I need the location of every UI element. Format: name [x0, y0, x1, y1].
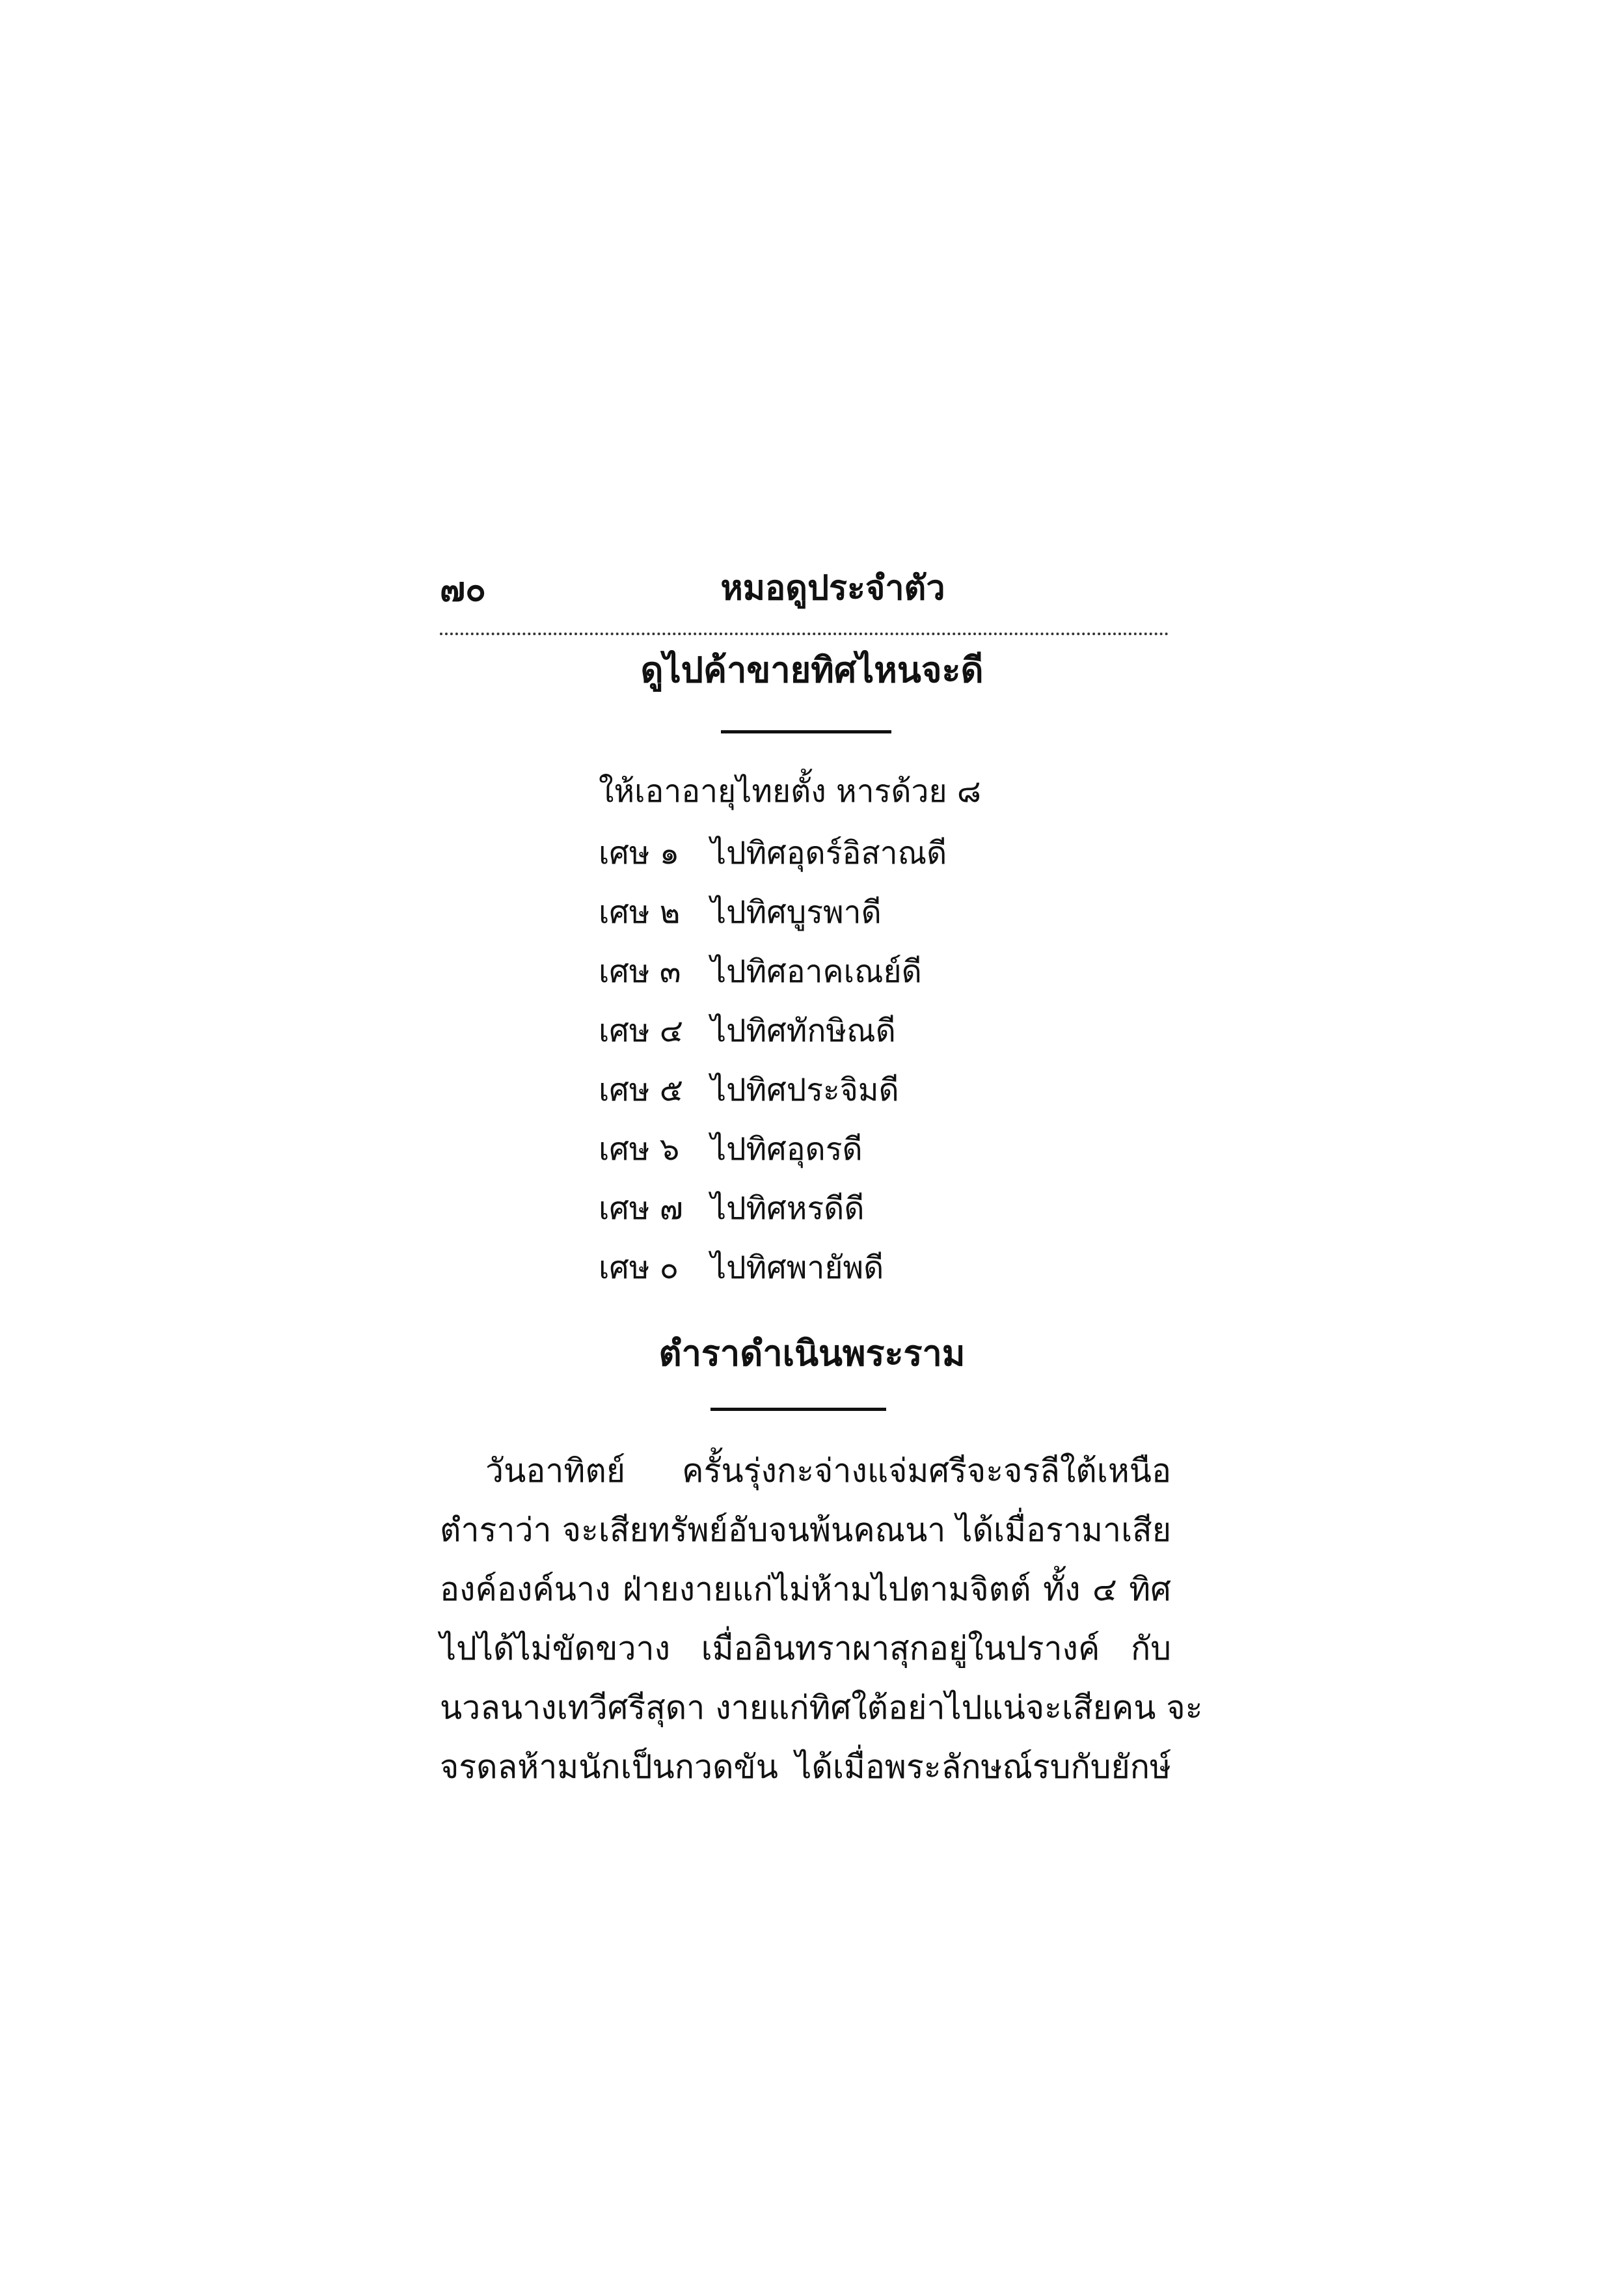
section-heading-trade-direction: ดูไปค้าขายทิศไหนจะดี: [640, 649, 984, 690]
remainder-label: เศษ ๕: [599, 1072, 684, 1108]
running-title: หมอดูประจำตัว: [720, 568, 945, 608]
list-item: [599, 1192, 947, 1251]
heading-underline: [710, 1408, 886, 1411]
paragraph-line: ตำราว่า จะเสียทรัพย์อับจนพ้นคณนา ได้เมื่อรามาเสีย: [440, 1511, 1171, 1549]
paragraph-line: จรดลห้ามนักเป็นกวดขัน ได้เมื่อพระลักษณ์รบกับยักษ์: [440, 1748, 1171, 1786]
paragraph-line: วันอาทิตย์ ครั้นรุ่งกะจ่างแจ่มศรีจะจรลีใต้เหนือ: [485, 1452, 1171, 1490]
list-item: [599, 1073, 947, 1132]
list-item: [599, 1251, 947, 1310]
paragraph-line: ไปได้ไม่ขัดขวาง เมื่ออินทราผาสุกอยู่ในปรางค์ กับ: [440, 1630, 1171, 1667]
list-item: [599, 895, 947, 955]
direction-text: ไปทิศทักษิณดี: [710, 1013, 896, 1049]
paragraph-line: นวลนางเทวีศรีสุดา งายแก่ทิศใต้อย่าไปแน่จะเสียคน จะ: [440, 1689, 1203, 1727]
page-number: ๗๐: [440, 569, 486, 609]
list-item: [599, 1132, 947, 1192]
direction-text: ไปทิศบูรพาดี: [710, 894, 882, 931]
remainder-label: เศษ ๓: [599, 953, 681, 990]
instruction-text: ให้เอาอายุไทยตั้ง หารด้วย ๘: [599, 773, 981, 810]
paragraph-line: องค์องค์นาง ฝ่ายงายแก่ไม่ห้ามไปตามจิตต์ ทั้ง ๔ ทิศ: [440, 1570, 1171, 1608]
remainder-label: เศษ ๖: [599, 1131, 680, 1168]
remainder-label: เศษ ๒: [599, 894, 681, 931]
remainder-label: เศษ ๗: [599, 1190, 683, 1227]
direction-text: ไปทิศอุดร์อิสาณดี: [710, 835, 947, 871]
header-dotted-rule: [440, 633, 1169, 635]
list-item: [599, 1014, 947, 1073]
section-heading-rama-journey: ตำราดำเนินพระราม: [658, 1332, 966, 1374]
direction-text: ไปทิศหรดีดี: [710, 1190, 865, 1227]
list-item: [599, 836, 947, 895]
heading-underline: [721, 730, 891, 733]
list-item: [599, 955, 947, 1014]
remainder-label: เศษ ๔: [599, 1013, 684, 1049]
direction-text: ไปทิศพายัพดี: [710, 1250, 884, 1286]
body-paragraph: [440, 1442, 1203, 1797]
remainder-label: เศษ ๐: [599, 1250, 679, 1286]
remainder-label: เศษ ๑: [599, 835, 680, 871]
direction-text: ไปทิศประจิมดี: [710, 1072, 899, 1108]
remainder-list: [599, 836, 947, 1310]
direction-text: ไปทิศอุดรดี: [710, 1131, 863, 1168]
direction-text: ไปทิศอาคเณย์ดี: [710, 953, 922, 990]
